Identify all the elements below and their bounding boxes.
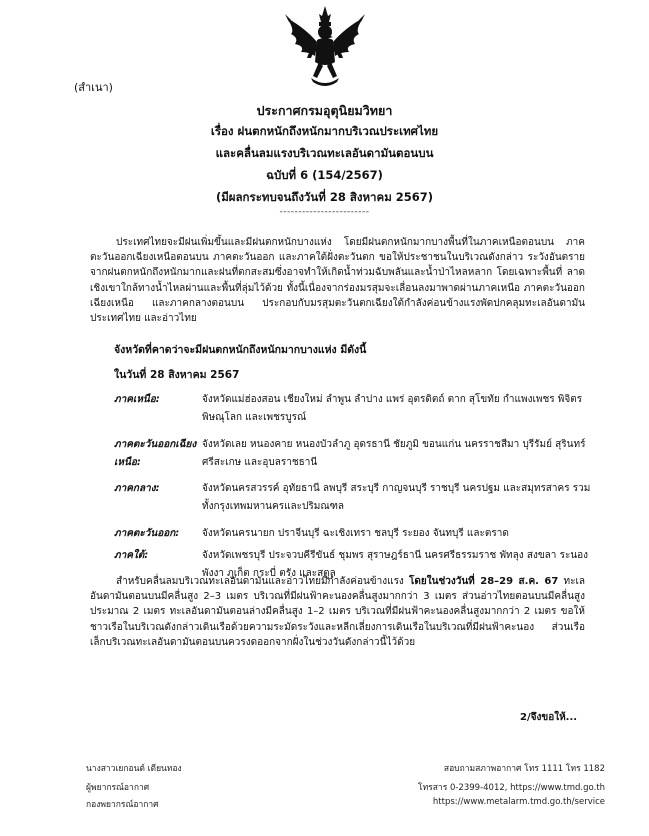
region-provinces: จังหวัดเพชรบุรี ประจวบคีรีขันธ์ ชุมพร สุราษฎร์ธานี นครศรีธรรมราช พัทลุง สงขลา ระนอง พังงา ภูเก็ต กระบี่ ตรัง และสตูล bbox=[202, 550, 589, 579]
issue-number: ฉบับที่ 6 (154/2567) bbox=[266, 168, 383, 182]
region-provinces: จังหวัดนครนายก ปราจีนบุรี ฉะเชิงเทรา ชลบุรี ระยอง จันทบุรี และตราด bbox=[202, 528, 509, 539]
announcement-title: ประกาศกรมอุตุนิยมวิทยา bbox=[256, 103, 393, 118]
copy-label: (สำเนา) bbox=[74, 81, 113, 94]
subject-line-1: เรื่อง ฝนตกหนักถึงหนักมากบริเวณประเทศไทย bbox=[210, 124, 439, 138]
paragraph-2-rest: ทะเลอันดามันตอนบนมีคลื่นสูง 2–3 เมตร บริเวณที่มีฝนฟ้าคะนองคลื่นสูงมากกว่า 3 เมตร ส่วนอ่าวไทยตอนบนมีคลื่นสูงประมาณ 2 เมตร ทะเลอันดามันตอนล่างมีคลื่นสูง 1–2 เมตร บริเวณที่มีฝนฟ้าคะนองคลื่นสูงมากกว่า 2 เมตร ขอให้ชาวเรือในบริเวณดังกล่าวเดินเรือด้วยความระมัดระวังและหลีกเลี่ยงการเดินเรือในบริเวณที่มีฝนฟ้าคะนอง ส่วนเรือเล็กบริเวณทะเลอันดามันตอนบนควรงดออกจากฝั่งในช่วงวันดังกล่าวนี้ไว้ด้วย bbox=[90, 576, 586, 648]
region-provinces: จังหวัดนครสวรรค์ อุทัยธานี ลพบุรี สระบุรี กาญจนบุรี ราชบุรี นครปฐม และสมุทรสาคร รวมทั้งกรุงเทพมหานครและปริมณฑล bbox=[202, 483, 591, 512]
forecaster-name: นางสาวเยกอนต์ เตียนทอง bbox=[86, 764, 182, 774]
garuda-emblem-icon bbox=[281, 4, 369, 90]
provinces-heading: จังหวัดที่คาดว่าจะมีฝนตกหนักถึงหนักมากบางแห่ง มีดังนี้ bbox=[114, 344, 367, 356]
separator-line: ------------------------ bbox=[279, 207, 370, 217]
effective-date: (มีผลกระทบจนถึงวันที่ 28 สิงหาคม 2567) bbox=[215, 190, 434, 204]
date-heading: ในวันที่ 28 สิงหาคม 2567 bbox=[114, 369, 240, 381]
subject-line-2: และคลื่นลมแรงบริเวณทะเลอันดามันตอนบน bbox=[215, 146, 434, 160]
paragraph-2 bbox=[90, 574, 585, 650]
region-provinces: จังหวัดแม่ฮ่องสอน เชียงใหม่ ลำพูน ลำปาง แพร่ อุตรดิตถ์ ตาก สุโขทัย กำแพงเพชร พิจิตร พิษณุโลก และเพชรบูรณ์ bbox=[202, 394, 583, 423]
paragraph-2-date-range: โดยในช่วงวันที่ 28–29 ส.ค. 67 bbox=[409, 576, 559, 587]
forecaster-position: ผู้พยากรณ์อากาศ bbox=[86, 783, 150, 793]
region-name: ภาคตะวันออก: bbox=[114, 528, 180, 539]
contact-phone: สอบถามสภาพอากาศ โทร 1111 โทร 1182 bbox=[443, 764, 605, 774]
region-provinces: จังหวัดเลย หนองคาย หนองบัวลำภู อุดรธานี ชัยภูมิ ขอนแก่น นครราชสีมา บุรีรัมย์ สุรินทร์ ศรีสะเกษ และอุบลราชธานี bbox=[202, 439, 586, 468]
region-name: ภาคตะวันออกเฉียงเหนือ: bbox=[114, 439, 197, 468]
contact-fax-website: โทรสาร 0-2399-4012, https://www.tmd.go.th bbox=[418, 783, 605, 793]
paragraph-1: ประเทศไทยจะมีฝนเพิ่มขึ้นและมีฝนตกหนักบางแห่ง โดยมีฝนตกหนักมากบางพื้นที่ในภาคเหนือตอนบน ภาคตะวันออกเฉียงเหนือตอนบน ภาคตะวันออก และภาคใต้ฝั่งตะวันตก ขอให้ประชาชนในบริเวณดังกล่าว ระวังอันตรายจากฝนตกหนักถึงหนักมากและฝนที่ตกสะสมซึ่งอาจทำให้เกิดน้ำท่วมฉับพลันและน้ำป่าไหลหลาก โดยเฉพาะพื้นที่ ลาดเชิงเขาใกล้ทางน้ำไหลผ่านและพื้นที่ลุ่มไว้ด้วย ทั้งนี้เนื่องจากร่องมรสุมจะเลื่อนลงมาพาดผ่านภาคเหนือ ภาคตะวันออกเฉียงเหนือ และภาคกลางตอนบน ประกอบกับมรสุมตะวันตกเฉียงใต้กำลังค่อนข้างแรงพัดปกคลุมทะเลอันดามัน ประเทศไทย และอ่าวไทย bbox=[90, 237, 585, 325]
metalarm-link[interactable]: https://www.metalarm.tmd.go.th/service bbox=[432, 797, 605, 807]
continued-marker: 2/จึงขอให้... bbox=[520, 712, 578, 723]
region-name: ภาคใต้: bbox=[114, 550, 149, 561]
region-name: ภาคกลาง: bbox=[114, 483, 160, 494]
forecaster-division: กองพยากรณ์อากาศ bbox=[86, 800, 159, 810]
paragraph-2-start: สำหรับคลื่นลมบริเวณทะเลอันดามันและอ่าวไทยมีกำลังค่อนข้างแรง bbox=[116, 576, 409, 587]
region-name: ภาคเหนือ: bbox=[114, 394, 160, 405]
